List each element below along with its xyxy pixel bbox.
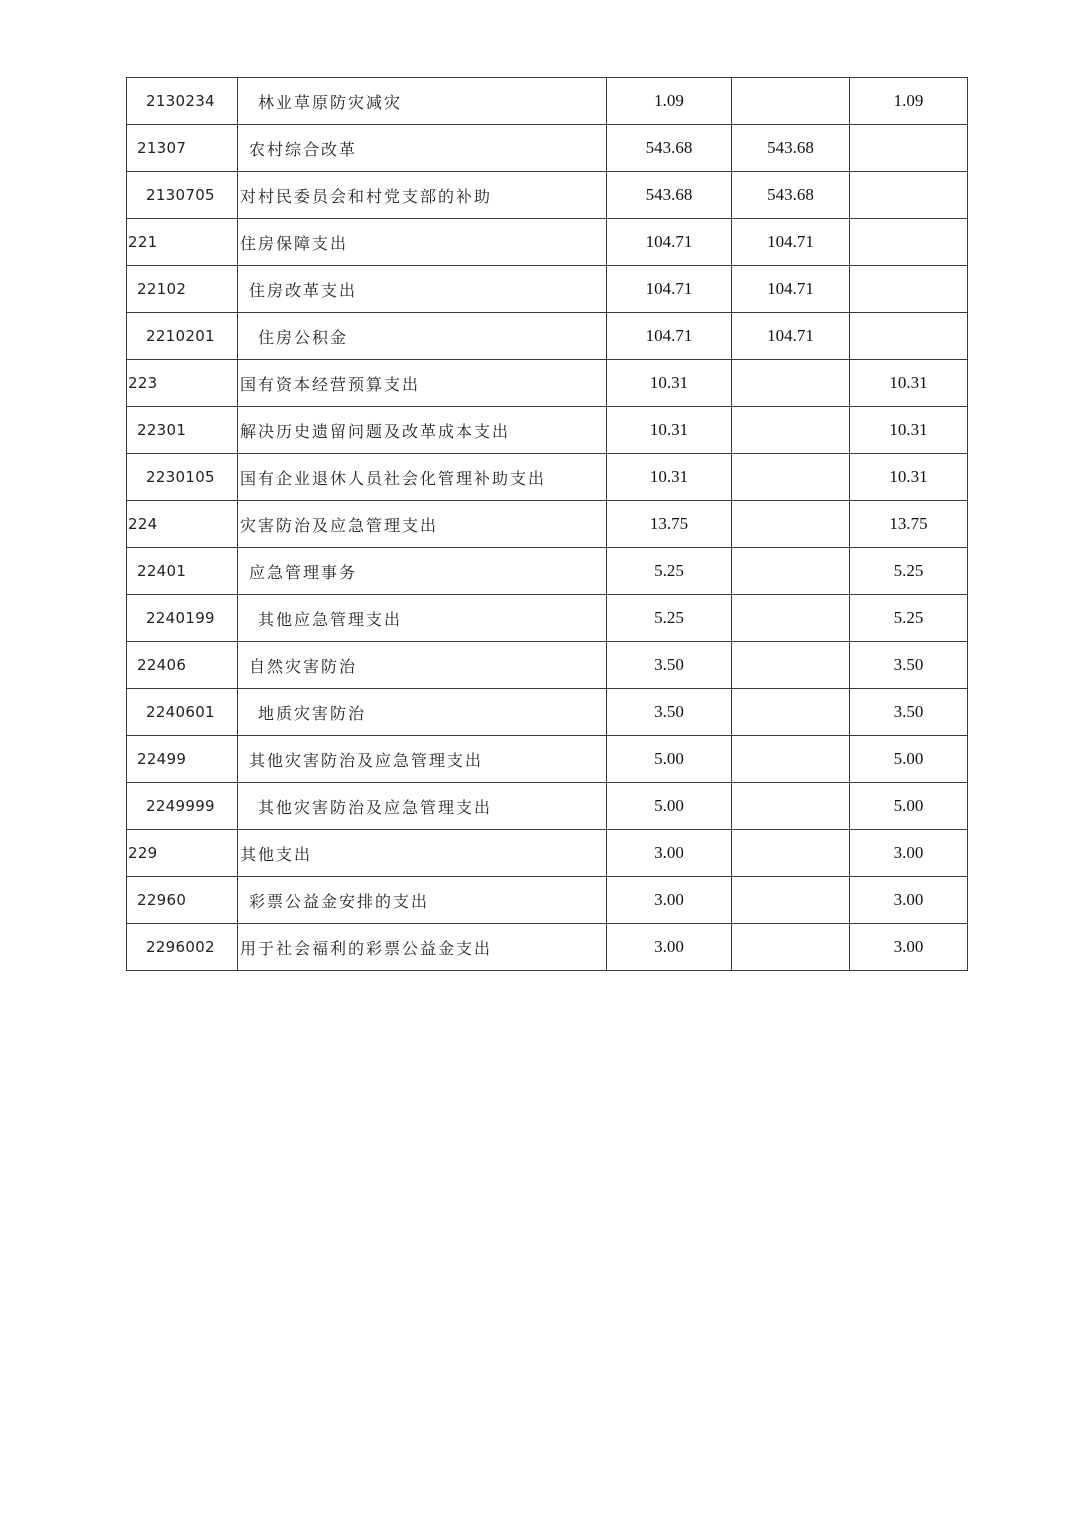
table-row bbox=[127, 830, 968, 877]
basic-amount bbox=[732, 924, 850, 971]
subject-name: 住房公积金 bbox=[238, 313, 607, 360]
subject-code: 224 bbox=[127, 501, 238, 548]
table-row bbox=[127, 172, 968, 219]
basic-amount: 104.71 bbox=[732, 313, 850, 360]
table-row bbox=[127, 642, 968, 689]
basic-amount: 104.71 bbox=[732, 219, 850, 266]
total-amount: 10.31 bbox=[607, 360, 732, 407]
subject-name: 自然灾害防治 bbox=[238, 642, 607, 689]
subject-code: 2210201 bbox=[127, 313, 238, 360]
basic-amount bbox=[732, 830, 850, 877]
basic-amount: 543.68 bbox=[732, 125, 850, 172]
subject-name: 其他应急管理支出 bbox=[238, 595, 607, 642]
table-row bbox=[127, 313, 968, 360]
total-amount: 543.68 bbox=[607, 172, 732, 219]
table-row bbox=[127, 219, 968, 266]
subject-name: 住房改革支出 bbox=[238, 266, 607, 313]
table-row bbox=[127, 595, 968, 642]
total-amount: 3.50 bbox=[607, 642, 732, 689]
basic-amount bbox=[732, 407, 850, 454]
table-row bbox=[127, 548, 968, 595]
subject-name: 农村综合改革 bbox=[238, 125, 607, 172]
project-amount: 5.00 bbox=[850, 783, 968, 830]
table-row bbox=[127, 125, 968, 172]
basic-amount bbox=[732, 736, 850, 783]
subject-name: 国有企业退休人员社会化管理补助支出 bbox=[238, 454, 607, 501]
subject-name: 对村民委员会和村党支部的补助 bbox=[238, 172, 607, 219]
subject-name: 其他灾害防治及应急管理支出 bbox=[238, 736, 607, 783]
total-amount: 5.25 bbox=[607, 595, 732, 642]
subject-code: 229 bbox=[127, 830, 238, 877]
basic-amount: 104.71 bbox=[732, 266, 850, 313]
total-amount: 10.31 bbox=[607, 407, 732, 454]
subject-name: 住房保障支出 bbox=[238, 219, 607, 266]
project-amount: 3.00 bbox=[850, 830, 968, 877]
project-amount: 10.31 bbox=[850, 454, 968, 501]
subject-name: 应急管理事务 bbox=[238, 548, 607, 595]
basic-amount bbox=[732, 595, 850, 642]
basic-amount bbox=[732, 548, 850, 595]
table-row bbox=[127, 783, 968, 830]
total-amount: 3.50 bbox=[607, 689, 732, 736]
subject-code: 21307 bbox=[127, 125, 238, 172]
project-amount bbox=[850, 219, 968, 266]
table-row bbox=[127, 736, 968, 783]
total-amount: 1.09 bbox=[607, 78, 732, 125]
basic-amount bbox=[732, 78, 850, 125]
subject-name: 灾害防治及应急管理支出 bbox=[238, 501, 607, 548]
subject-code: 22499 bbox=[127, 736, 238, 783]
subject-name: 其他灾害防治及应急管理支出 bbox=[238, 783, 607, 830]
subject-code: 221 bbox=[127, 219, 238, 266]
project-amount bbox=[850, 172, 968, 219]
subject-code: 2296002 bbox=[127, 924, 238, 971]
subject-name: 地质灾害防治 bbox=[238, 689, 607, 736]
budget-table bbox=[126, 77, 968, 971]
table-row bbox=[127, 266, 968, 313]
project-amount bbox=[850, 266, 968, 313]
basic-amount bbox=[732, 783, 850, 830]
table-row bbox=[127, 407, 968, 454]
total-amount: 5.00 bbox=[607, 783, 732, 830]
subject-code: 2249999 bbox=[127, 783, 238, 830]
total-amount: 3.00 bbox=[607, 877, 732, 924]
subject-code: 2230105 bbox=[127, 454, 238, 501]
total-amount: 3.00 bbox=[607, 924, 732, 971]
subject-code: 22401 bbox=[127, 548, 238, 595]
subject-name: 彩票公益金安排的支出 bbox=[238, 877, 607, 924]
basic-amount bbox=[732, 689, 850, 736]
total-amount: 13.75 bbox=[607, 501, 732, 548]
basic-amount bbox=[732, 877, 850, 924]
project-amount: 10.31 bbox=[850, 360, 968, 407]
subject-code: 2240601 bbox=[127, 689, 238, 736]
subject-code: 22102 bbox=[127, 266, 238, 313]
subject-code: 22301 bbox=[127, 407, 238, 454]
project-amount bbox=[850, 125, 968, 172]
total-amount: 104.71 bbox=[607, 313, 732, 360]
total-amount: 5.25 bbox=[607, 548, 732, 595]
total-amount: 543.68 bbox=[607, 125, 732, 172]
total-amount: 104.71 bbox=[607, 266, 732, 313]
basic-amount bbox=[732, 501, 850, 548]
table-row bbox=[127, 360, 968, 407]
project-amount: 5.25 bbox=[850, 548, 968, 595]
subject-name: 国有资本经营预算支出 bbox=[238, 360, 607, 407]
total-amount: 5.00 bbox=[607, 736, 732, 783]
project-amount: 5.25 bbox=[850, 595, 968, 642]
table-row bbox=[127, 454, 968, 501]
subject-name: 解决历史遗留问题及改革成本支出 bbox=[238, 407, 607, 454]
total-amount: 3.00 bbox=[607, 830, 732, 877]
subject-code: 22960 bbox=[127, 877, 238, 924]
basic-amount bbox=[732, 360, 850, 407]
total-amount: 104.71 bbox=[607, 219, 732, 266]
budget-table-body bbox=[127, 78, 968, 971]
subject-code: 223 bbox=[127, 360, 238, 407]
subject-name: 林业草原防灾减灾 bbox=[238, 78, 607, 125]
project-amount: 3.50 bbox=[850, 642, 968, 689]
total-amount: 10.31 bbox=[607, 454, 732, 501]
table-row bbox=[127, 501, 968, 548]
table-row bbox=[127, 689, 968, 736]
basic-amount: 543.68 bbox=[732, 172, 850, 219]
subject-name: 用于社会福利的彩票公益金支出 bbox=[238, 924, 607, 971]
project-amount: 3.00 bbox=[850, 877, 968, 924]
table-row bbox=[127, 924, 968, 971]
table-row bbox=[127, 78, 968, 125]
project-amount: 3.00 bbox=[850, 924, 968, 971]
project-amount: 10.31 bbox=[850, 407, 968, 454]
project-amount: 3.50 bbox=[850, 689, 968, 736]
table-row bbox=[127, 877, 968, 924]
basic-amount bbox=[732, 642, 850, 689]
project-amount bbox=[850, 313, 968, 360]
subject-name: 其他支出 bbox=[238, 830, 607, 877]
project-amount: 5.00 bbox=[850, 736, 968, 783]
project-amount: 13.75 bbox=[850, 501, 968, 548]
subject-code: 2130234 bbox=[127, 78, 238, 125]
subject-code: 2240199 bbox=[127, 595, 238, 642]
subject-code: 22406 bbox=[127, 642, 238, 689]
subject-code: 2130705 bbox=[127, 172, 238, 219]
project-amount: 1.09 bbox=[850, 78, 968, 125]
basic-amount bbox=[732, 454, 850, 501]
